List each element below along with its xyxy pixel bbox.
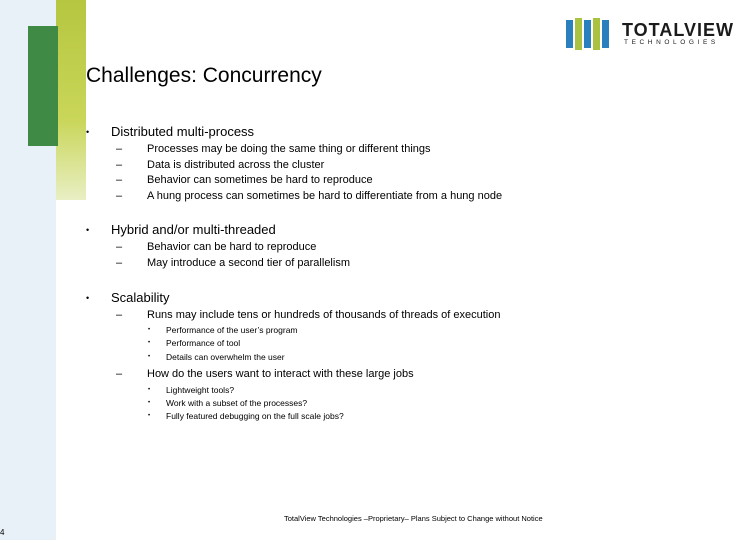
bullet-marker: •: [86, 292, 90, 303]
dash-marker: –: [116, 174, 123, 187]
dash-marker: –: [116, 158, 123, 171]
section: [86, 222, 726, 271]
dash-marker: –: [116, 256, 123, 269]
list-item-text: A hung process can sometimes be hard to differentiate from a hung node: [147, 189, 503, 202]
small-bullet-icon: •: [148, 413, 151, 420]
list-item-text: Runs may include tens or hundreds of thousands of threads of execution: [147, 308, 501, 321]
list-item: [116, 158, 726, 174]
logo-stripes-icon: [566, 18, 614, 50]
small-bullet-icon: •: [148, 386, 151, 393]
totalview-logo: [566, 16, 742, 50]
list-item: [116, 367, 726, 383]
small-bullet-icon: •: [148, 353, 151, 360]
sub-list-item: [148, 410, 726, 423]
section-heading: Hybrid and/or multi-threaded: [111, 222, 276, 238]
sub-list-item: [148, 324, 726, 337]
small-bullet-icon: •: [148, 399, 151, 406]
list-item-text: Data is distributed across the cluster: [147, 158, 325, 171]
sub-list-item: [148, 384, 726, 397]
sub-list-item-text: Details can overwhelm the user: [166, 351, 285, 362]
accent-bar-green: [28, 26, 58, 146]
small-bullet-icon: •: [148, 327, 151, 334]
section-heading: Scalability: [111, 289, 170, 305]
list-item-text: May introduce a second tier of parallelism: [147, 256, 350, 269]
footer-text: TotalView Technologies –Proprietary– Plans Subject to Change without Notice: [284, 514, 543, 523]
slide-body: [86, 120, 726, 427]
sub-list-item-text: Lightweight tools?: [166, 384, 235, 395]
logo-subtitle: TECHNOLOGIES: [624, 39, 719, 46]
section: [86, 124, 726, 204]
section: [86, 290, 726, 424]
dash-marker: –: [116, 368, 123, 381]
list-item-text: Processes may be doing the same thing or different things: [147, 143, 431, 155]
list-item: [116, 142, 726, 158]
dash-marker: –: [116, 189, 123, 202]
sub-list-item-text: Work with a subset of the processes?: [166, 397, 308, 408]
sub-list-item-text: Performance of the user’s program: [166, 325, 298, 336]
accent-bar-lime: [56, 0, 86, 200]
dash-marker: –: [116, 143, 123, 155]
sub-list-item: [148, 337, 726, 350]
list-item-text: Behavior can be hard to reproduce: [147, 241, 317, 254]
small-bullet-icon: •: [148, 340, 151, 347]
list-item: [116, 189, 726, 205]
list-item: [116, 240, 726, 256]
list-item: [116, 308, 726, 324]
dash-marker: –: [116, 241, 123, 254]
sub-list-item: [148, 397, 726, 410]
list-item-text: Behavior can sometimes be hard to reproduce: [147, 174, 373, 187]
dash-marker: –: [116, 308, 123, 321]
sub-list-item: [148, 351, 726, 364]
sub-list-item-text: Performance of tool: [166, 338, 241, 349]
slide-title: Challenges: Concurrency: [86, 64, 322, 87]
page-number: 4: [0, 528, 5, 537]
list-item: [116, 256, 726, 272]
bullet-marker: •: [86, 225, 90, 236]
bullet-marker: •: [86, 127, 90, 137]
logo-wordmark: TOTALVIEW: [622, 20, 734, 40]
list-item: [116, 173, 726, 189]
sub-list-item-text: Fully featured debugging on the full scale jobs?: [166, 411, 344, 422]
list-item-text: How do the users want to interact with these large jobs: [147, 368, 414, 381]
section-heading: Distributed multi-process: [111, 124, 255, 139]
